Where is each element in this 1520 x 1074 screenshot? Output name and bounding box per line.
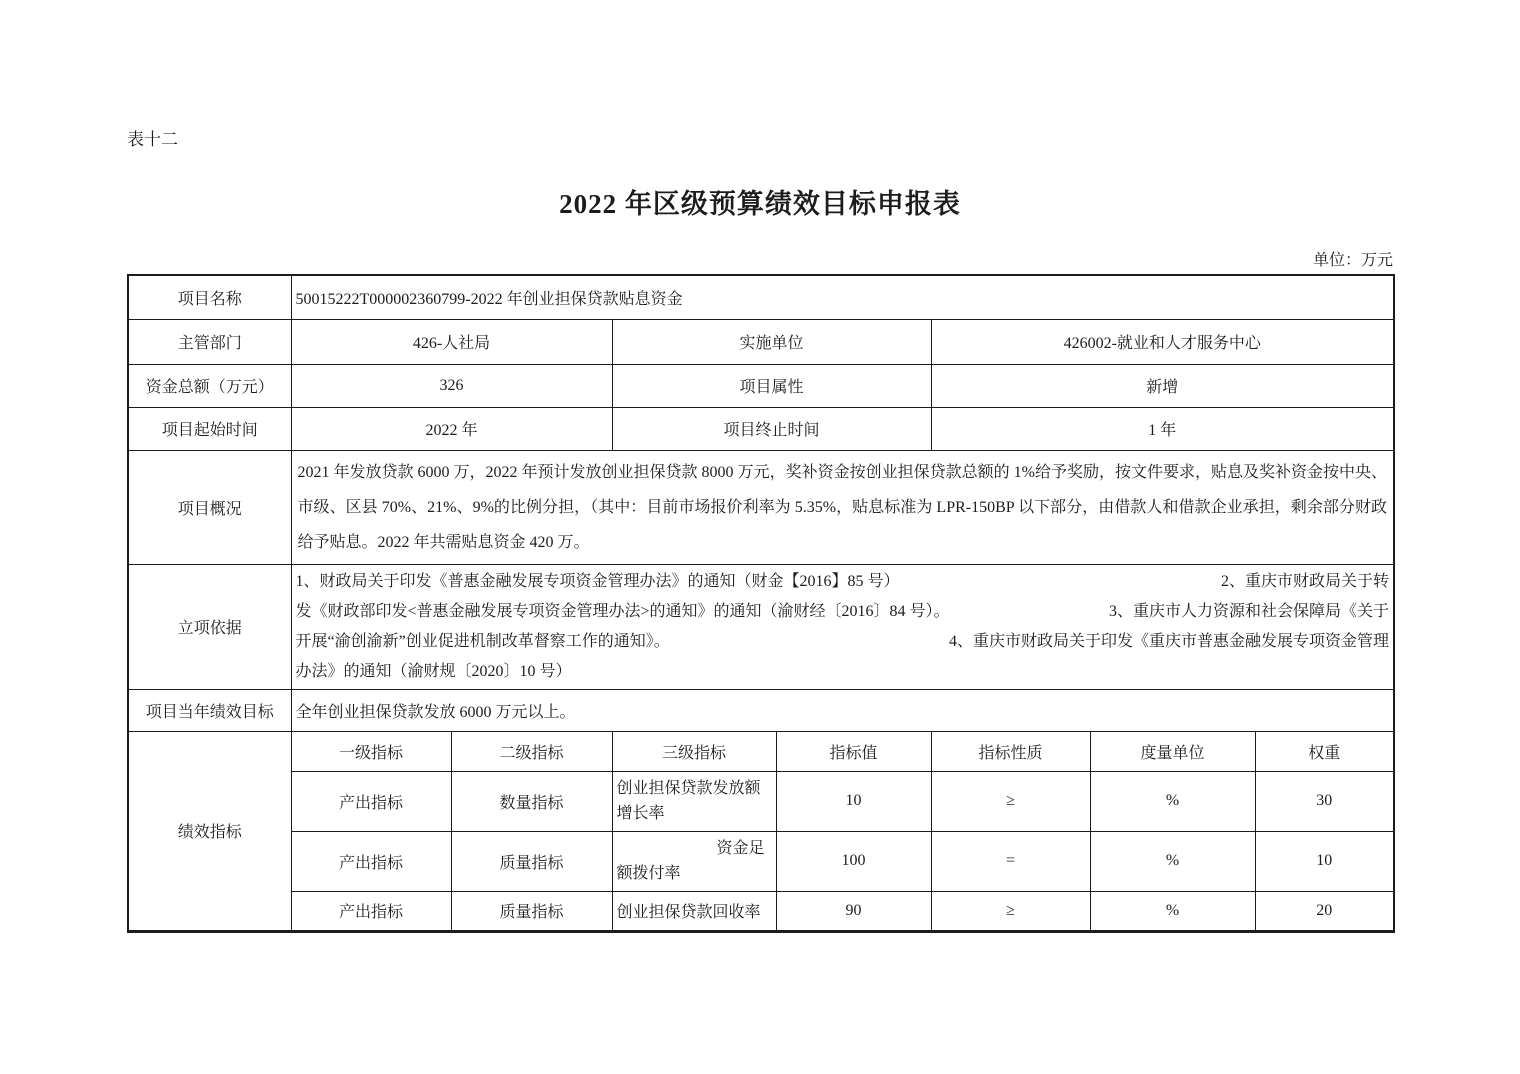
overview-label: 项目概况 [128, 450, 291, 564]
header-value: 指标值 [776, 731, 931, 771]
project-name-label: 项目名称 [128, 275, 291, 319]
impl-unit-value: 426002-就业和人才服务中心 [931, 319, 1394, 364]
row-amount [128, 364, 1394, 407]
ind3-value: 90 [776, 891, 931, 931]
row-overview [128, 450, 1394, 564]
project-name-value: 50015222T000002360799-2022 年创业担保贷款贴息资金 [291, 275, 1394, 319]
ind3-nature: ≥ [931, 891, 1090, 931]
row-annual-goal [128, 689, 1394, 731]
ind1-value: 10 [776, 771, 931, 831]
overview-value [291, 450, 1394, 564]
end-time-label: 项目终止时间 [612, 407, 931, 450]
unit-note: 单位：万元 [1312, 252, 1393, 269]
header-weight: 权重 [1255, 731, 1394, 771]
amount-label: 资金总额（万元） [128, 364, 291, 407]
ind2-level3-text: 资金足额拨付率 [616, 840, 765, 882]
annual-goal-label: 项目当年绩效目标 [128, 689, 291, 731]
ind3-level1: 产出指标 [291, 891, 451, 931]
basis-value [291, 564, 1394, 689]
table-number-tag: 表十二 [127, 130, 178, 149]
ind2-unit: % [1090, 831, 1255, 891]
basis-item-4-start: 4、重庆市财政局关于印发《重庆市普惠金融发展专项资金管理 [949, 632, 1390, 650]
row-time [128, 407, 1394, 450]
start-time-value: 2022 年 [291, 407, 612, 450]
header-level1: 一级指标 [291, 731, 451, 771]
basis-line-4 [296, 657, 1390, 687]
row-indicator-header [128, 731, 1394, 771]
header-level2: 二级指标 [451, 731, 612, 771]
row-project-name [128, 275, 1394, 319]
start-time-label: 项目起始时间 [128, 407, 291, 450]
document-page [127, 0, 1393, 933]
row-department [128, 319, 1394, 364]
header-nature: 指标性质 [931, 731, 1090, 771]
amount-value: 326 [291, 364, 612, 407]
page-title: 2022 年区级预算绩效目标申报表 [559, 189, 961, 219]
ind2-level1: 产出指标 [291, 831, 451, 891]
row-basis [128, 564, 1394, 689]
basis-line-2 [296, 597, 1390, 627]
ind1-level1: 产出指标 [291, 771, 451, 831]
header-unit: 度量单位 [1090, 731, 1255, 771]
dept-label: 主管部门 [128, 319, 291, 364]
basis-line-1 [296, 567, 1390, 597]
basis-item-1: 1、财政局关于印发《普惠金融发展专项资金管理办法》的通知（财金【2016】85 号） [295, 572, 900, 590]
annual-goal-value: 全年创业担保贷款发放 6000 万元以上。 [291, 689, 1394, 731]
ind1-level3 [612, 771, 776, 831]
ind1-weight: 30 [1255, 771, 1394, 831]
basis-item-4-end: 办法》的通知（渝财规〔2020〕10 号） [295, 662, 572, 680]
ind2-level2: 质量指标 [451, 831, 612, 891]
overview-paragraph: 2021 年发放贷款 6000 万，2022 年预计发放创业担保贷款 8000 万元，奖补资金按创业担保贷款总额的 1%给予奖励，按文件要求，贴息及奖补资金按中央、市级、区县 70%、21%、9%的比例分担，（其中：目前市场报价利率为 5.35%，贴息标准为 LPR-150BP 以下部分，由借款人和借款企业承担，剩余部分财政给予贴息。2022 年共需贴息资金 420 万。 [297, 463, 1388, 551]
dept-value: 426-人社局 [291, 319, 612, 364]
ind2-value: 100 [776, 831, 931, 891]
basis-item-3-start: 3、重庆市人力资源和社会保障局《关于 [1109, 602, 1390, 620]
ind3-level2: 质量指标 [451, 891, 612, 931]
indicator-row-2 [128, 831, 1394, 891]
ind3-level3: 创业担保贷款回收率 [612, 891, 776, 931]
project-attr-value: 新增 [931, 364, 1394, 407]
ind1-unit: % [1090, 771, 1255, 831]
impl-unit-label: 实施单位 [612, 319, 931, 364]
ind2-nature: = [931, 831, 1090, 891]
ind1-nature: ≥ [931, 771, 1090, 831]
end-time-value: 1 年 [931, 407, 1394, 450]
ind2-weight: 10 [1255, 831, 1394, 891]
header-level3: 三级指标 [612, 731, 776, 771]
basis-label: 立项依据 [128, 564, 291, 689]
ind3-unit: % [1090, 891, 1255, 931]
basis-item-3-end: 开展“渝创渝新”创业促进机制改革督察工作的通知》。 [295, 632, 670, 650]
declaration-table [127, 274, 1395, 933]
ind1-level3-text: 创业担保贷款发放额增长率 [616, 780, 761, 822]
ind2-level3 [612, 831, 776, 891]
basis-item-2-end: 发《财政部印发<普惠金融发展专项资金管理办法>的通知》的通知（渝财经〔2016〕84 号）。 [295, 602, 950, 620]
project-attr-label: 项目属性 [612, 364, 931, 407]
ind1-level2: 数量指标 [451, 771, 612, 831]
basis-line-3 [296, 627, 1390, 657]
indicator-row-3 [128, 891, 1394, 931]
basis-item-2-start: 2、重庆市财政局关于转 [1221, 572, 1390, 590]
indicator-row-1 [128, 771, 1394, 831]
ind3-weight: 20 [1255, 891, 1394, 931]
indicator-section-label: 绩效指标 [128, 731, 291, 931]
